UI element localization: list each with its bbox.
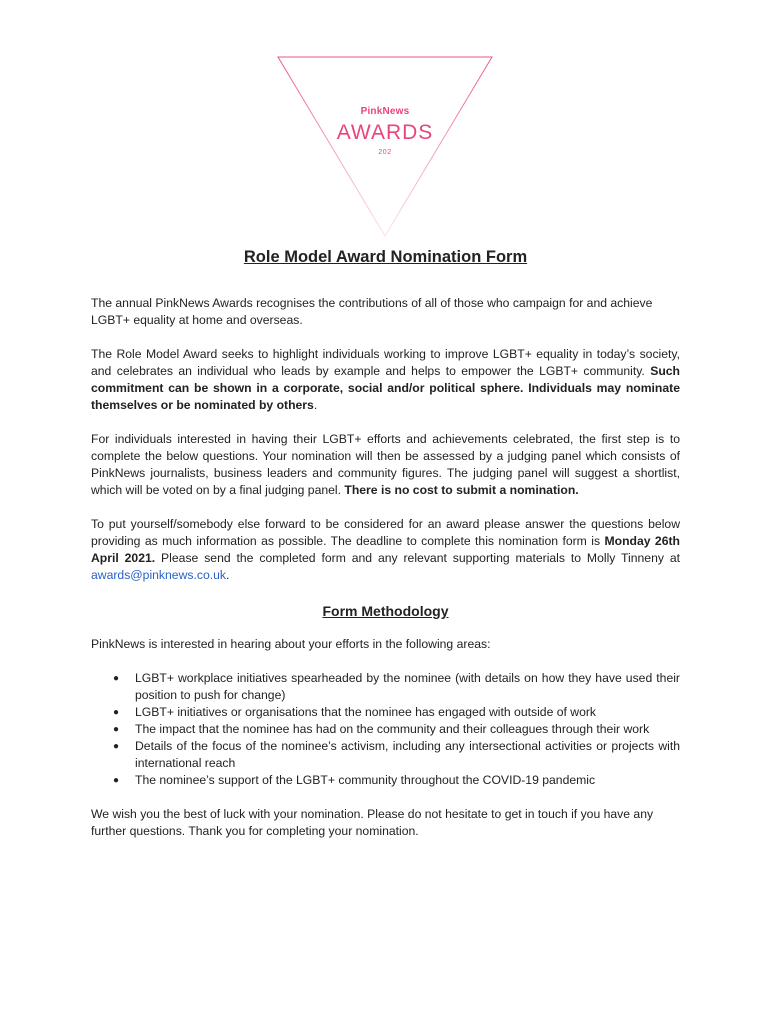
deadline-paragraph — [91, 516, 680, 584]
email-link[interactable]: awards@pinknews.co.uk — [91, 568, 226, 582]
no-cost-notice: There is no cost to submit a nomination. — [344, 483, 579, 497]
award-description-end: . — [313, 398, 318, 412]
methodology-heading: Form Methodology — [322, 603, 449, 619]
list-item-text: Details of the focus of the nominee’s activism, including any intersectional activities or projects with international reach — [135, 739, 680, 770]
process-text: For individuals interested in having their LGBT+ efforts and achievements celebrated, the first step is to complete the below questions. Your nomination will then be assessed by a judging panel which consists of PinkNews journalists, business leaders and community figures. The judging panel will suggest a shortlist, which will be voted on by a final judging panel. — [91, 432, 680, 497]
list-item — [113, 670, 680, 704]
bullet-icon: ● — [113, 724, 120, 735]
list-item — [113, 772, 680, 789]
document-body — [91, 246, 680, 857]
logo-brand: PinkNews — [360, 106, 410, 117]
award-description-text: The Role Model Award seeks to highlight individuals working to improve LGBT+ equality in today’s society, and celebrates an individual who leads by example and helps to empower the LGBT+ community. — [91, 347, 680, 378]
methodology-list — [91, 670, 680, 789]
list-item-text: LGBT+ workplace initiatives spearheaded by the nominee (with details on how they have used their position to push for change) — [135, 671, 680, 702]
bullet-icon: ● — [113, 673, 120, 684]
logo-year: 202 — [378, 149, 392, 156]
bullet-icon: ● — [113, 707, 120, 718]
bullet-icon: ● — [113, 741, 120, 752]
award-description-bold: Such commitment can be shown in a corporate, social and/or political sphere. Individuals may nominate themselves or be nominated by others — [91, 364, 680, 412]
deadline-date: Monday 26th April 2021. — [91, 534, 680, 565]
process-paragraph — [91, 431, 680, 499]
intro-paragraph: The annual PinkNews Awards recognises the contributions of all of those who campaign for and achieve LGBT+ equality at home and overseas. — [91, 296, 653, 327]
page-title: Role Model Award Nomination Form — [243, 248, 528, 266]
award-description-paragraph — [91, 346, 680, 414]
pinknews-awards-logo — [276, 55, 494, 238]
list-item — [113, 721, 680, 738]
list-item-text: LGBT+ initiatives or organisations that the nominee has engaged with outside of work — [135, 705, 597, 719]
logo-awards-title: AWARDS — [336, 121, 434, 144]
closing-paragraph: We wish you the best of luck with your nomination. Please do not hesitate to get in touch if you have any further questions. Thank you for completing your nomination. — [91, 807, 654, 838]
methodology-intro: PinkNews is interested in hearing about your efforts in the following areas: — [91, 637, 491, 651]
bullet-icon: ● — [113, 775, 120, 786]
list-item — [113, 704, 680, 721]
triangle-outline-icon — [276, 55, 494, 238]
list-item-text: The impact that the nominee has had on the community and their colleagues through their work — [135, 722, 650, 736]
list-item-text: The nominee’s support of the LGBT+ community throughout the COVID-19 pandemic — [135, 773, 596, 787]
deadline-text-b: Please send the completed form and any relevant supporting materials to Molly Tinneny at — [155, 551, 680, 565]
deadline-end: . — [226, 568, 230, 582]
list-item — [113, 738, 680, 772]
deadline-text-a: To put yourself/somebody else forward to be considered for an award please answer the questions below providing as much information as possible. The deadline to complete this nomination form is — [91, 517, 680, 548]
